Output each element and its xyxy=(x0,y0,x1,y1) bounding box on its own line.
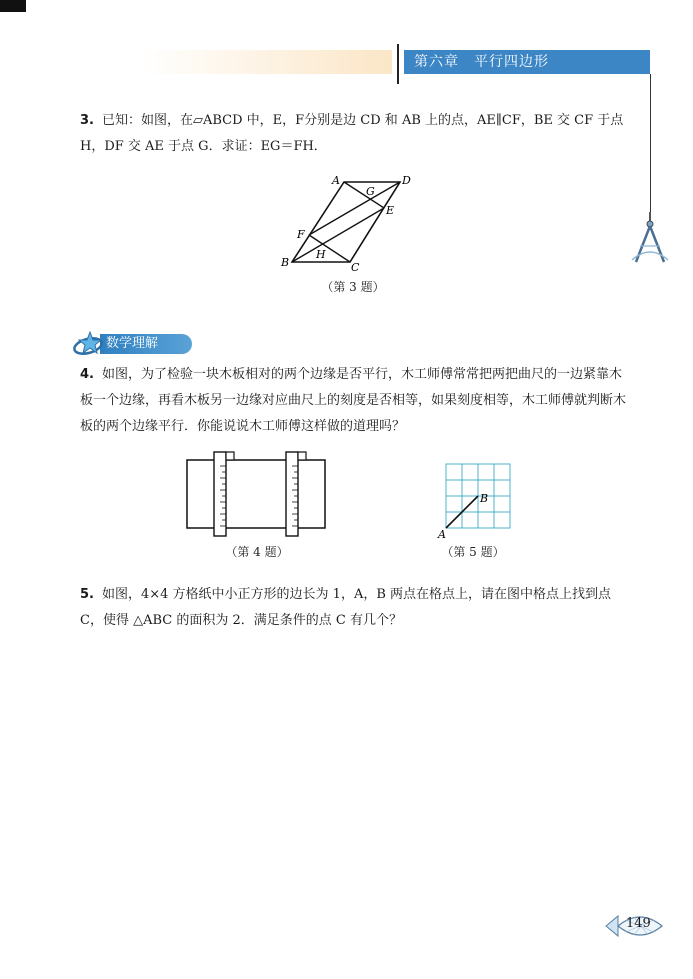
caption-q5: （第 5 题） xyxy=(441,545,505,559)
chapter-title: 第六章 平行四边形 xyxy=(414,54,549,70)
corner-crop-mark xyxy=(0,0,26,12)
question-5 xyxy=(80,582,628,634)
page-number: 149 xyxy=(626,916,651,931)
caption-q3: （第 3 题） xyxy=(321,280,385,294)
figure-grid-4x4 xyxy=(436,460,512,540)
label-g: G xyxy=(366,185,375,198)
chapter-title-bar xyxy=(404,50,650,74)
compass-icon xyxy=(628,210,672,266)
label-c: C xyxy=(351,261,360,274)
margin-rule xyxy=(650,74,651,214)
question-text: 如图，4×4 方格纸中小正方形的边长为 1，A，B 两点在格点上，请在图中格点上找到点 C，使得 △ABC 的面积为 2．满足条件的点 C 有几个？ xyxy=(80,587,612,628)
caption-q4: （第 4 题） xyxy=(225,545,289,559)
question-number: 3. xyxy=(80,113,94,128)
label-e: E xyxy=(386,204,395,217)
carpenter-square-left xyxy=(214,452,226,536)
question-4 xyxy=(80,362,628,440)
label-f: F xyxy=(297,228,305,241)
label-b: B xyxy=(480,492,489,505)
parallelogram-abcd xyxy=(292,182,400,262)
wooden-board xyxy=(187,460,325,528)
label-h: H xyxy=(316,248,326,261)
label-d: D xyxy=(402,174,411,187)
carpenter-square-right xyxy=(286,452,298,536)
figure-parallelogram xyxy=(278,170,428,274)
star-orbit-icon xyxy=(72,330,108,358)
header-gradient-band xyxy=(140,50,392,74)
label-a: A xyxy=(332,174,340,187)
question-text: 已知：如图，在▱ABCD 中，E，F分别是边 CD 和 AB 上的点，AE∥CF，BE 交 CF 于点 H，DF 交 AE 于点 G．求证：EG＝FH． xyxy=(80,113,624,154)
question-3 xyxy=(80,108,628,160)
question-number: 5. xyxy=(80,587,94,602)
question-number: 4. xyxy=(80,367,94,382)
label-b: B xyxy=(281,256,290,269)
question-text: 如图，为了检验一块木板相对的两个边缘是否平行，木工师傅常常把两把曲尺的一边紧靠木板一个边缘，再看木板另一边缘对应曲尺上的刻度是否相等，如果刻度相等，木工师傅就判断木板的两个边缘平行．你能说说木工师傅这样做的道理吗？ xyxy=(80,367,627,434)
header-divider xyxy=(397,44,399,84)
section-title: 数学理解 xyxy=(106,336,159,351)
page-number-badge xyxy=(604,912,666,940)
label-a: A xyxy=(438,528,446,540)
section-header xyxy=(72,330,192,358)
figure-board-with-rulers xyxy=(186,450,328,538)
